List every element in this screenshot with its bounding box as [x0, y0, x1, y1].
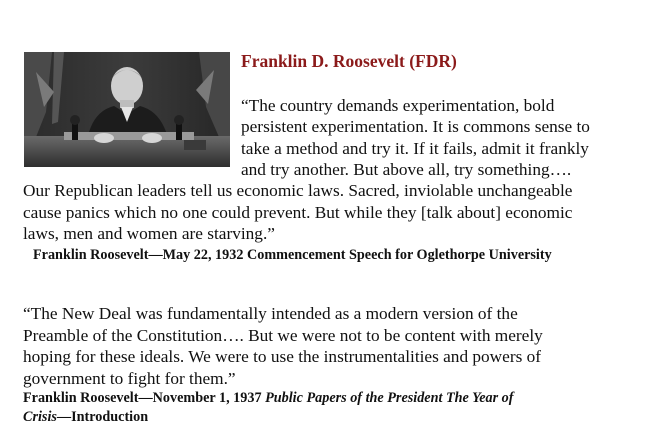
- quote-line: laws, men and women are starving.”: [23, 224, 275, 244]
- quote-line: “The New Deal was fundamentally intended as a modern version of the: [23, 304, 518, 323]
- quote-1-bottom: [23, 180, 633, 245]
- quote-line: persistent experimentation. It is commons sense to: [241, 117, 590, 137]
- citation-suffix: —Introduction: [56, 408, 149, 425]
- quote-line: Preamble of the Constitution…. But we were not to be content with merely: [23, 325, 543, 345]
- quote-line: Our Republican leaders tell us economic laws. Sacred, inviolable unchangeable: [23, 181, 573, 200]
- quote-line: hoping for these ideals. We were to use the instrumentalities and powers of: [23, 347, 542, 366]
- portrait-photo-icon: [24, 52, 230, 167]
- quote-line: “The country demands experimentation, bold: [241, 96, 555, 115]
- quote-line: take a method and try it. If it fails, admit it frankly: [241, 138, 589, 158]
- page-title: Franklin D. Roosevelt (FDR): [241, 51, 457, 71]
- quote-2-citation: [23, 389, 513, 426]
- quote-1-citation: Franklin Roosevelt—May 22, 1932 Commencement Speech for Oglethorpe University: [33, 247, 552, 263]
- quote-line: cause panics which no one could prevent. But while they [talk about] economic: [23, 202, 573, 222]
- citation-source-title: Public Papers of the President The Year of: [265, 390, 514, 406]
- quote-line: and try another. But above all, try something….: [241, 159, 572, 179]
- quote-1-top: [241, 95, 631, 180]
- quote-line: government to fight for them.”: [23, 368, 236, 388]
- citation-prefix: Franklin Roosevelt—November 1, 1937: [23, 390, 266, 406]
- quote-2: [23, 303, 633, 389]
- fdr-portrait-photo: [24, 52, 230, 167]
- citation-source-title-cont: Crisis: [23, 408, 57, 425]
